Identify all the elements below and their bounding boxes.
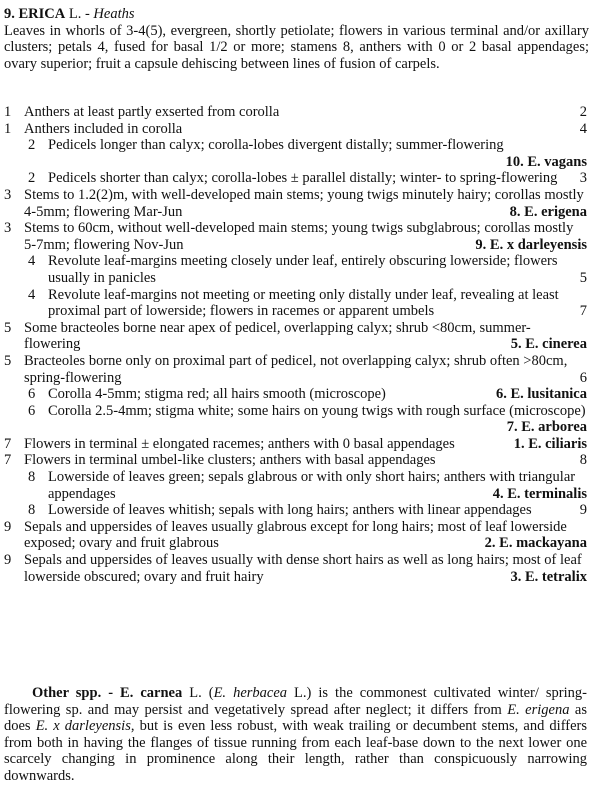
couplet-text <box>48 502 587 519</box>
couplet-text <box>48 386 587 403</box>
genus-header <box>4 6 589 72</box>
genus-name: ERICA <box>18 6 66 22</box>
couplet-number: 7 <box>4 435 12 452</box>
key-couplet <box>4 170 587 187</box>
couplet-description: Anthers included in corolla <box>24 120 183 137</box>
couplet-text <box>24 552 587 585</box>
other-species-label: Other spp. - <box>32 685 121 701</box>
couplet-number: 6 <box>28 402 36 419</box>
couplet-number: 2 <box>28 137 36 154</box>
other-species-note <box>4 685 587 785</box>
couplet-next-step: 2 <box>579 104 587 120</box>
couplet-number: 2 <box>28 170 36 187</box>
couplet-description: Flowers in terminal ± elongated racemes; anthers with 0 basal appendages <box>24 435 455 452</box>
other-text-2: L.) is the commonest cultivated winter/ spring-flowering sp. and may persist and vegetatively spread after neglect; it differs from <box>4 685 587 718</box>
couplet-description: Corolla 2.5-4mm; stigma white; some hairs on young twigs with rough surface (microscope) <box>48 402 586 419</box>
couplet-number: 3 <box>4 220 12 237</box>
couplet-taxon: 6. E. lusitanica <box>495 386 587 403</box>
genus-description: Leaves in whorls of 3-4(5), evergreen, shortly petiolate; flowers in various terminal and/or axillary clusters; petals 4, fused for basal 1/2 or more; stamens 8, anthers with 0 or 2 basal appendages; ovary superior; fruit a capsule dehiscing between lines of fusion of carpels. <box>4 22 589 72</box>
couplet-description: Pedicels shorter than calyx; corolla-lobes ± parallel distally; winter- to spring-flowering <box>48 170 558 187</box>
couplet-text <box>24 187 587 220</box>
couplet-number: 3 <box>4 186 12 203</box>
key-couplet <box>4 436 587 453</box>
key-couplet <box>4 469 587 502</box>
couplet-text <box>48 469 587 502</box>
couplet-text <box>24 104 587 121</box>
couplet-description: Sepals and uppersides of leaves usually with dense short hairs as well as long hairs; most of leaf lowerside obscured; ovary and fruit hairy <box>24 552 582 585</box>
couplet-next-step: 6 <box>579 369 587 386</box>
couplet-taxon: 4. E. terminalis <box>492 485 587 502</box>
key-couplet <box>4 519 587 552</box>
couplet-taxon: 2. E. mackayana <box>484 535 587 552</box>
key-couplet <box>4 287 587 320</box>
couplet-description: Corolla 4-5mm; stigma red; all hairs smooth (microscope) <box>48 386 386 403</box>
key-couplet <box>4 104 587 121</box>
couplet-text <box>24 121 587 138</box>
couplet-description: Flowers in terminal umbel-like clusters; anthers with basal appendages <box>24 452 436 469</box>
couplet-text <box>24 353 587 386</box>
couplet-description: Revolute leaf-margins not meeting or meeting only distally under leaf, revealing at least proximal part of lowerside; flowers in racemes or apparent umbels <box>48 286 559 320</box>
couplet-number: 1 <box>4 104 12 120</box>
couplet-text <box>24 519 587 552</box>
couplet-taxon: 7. E. arborea <box>506 419 587 436</box>
couplet-description: Sepals and uppersides of leaves usually glabrous except for long hairs; most of leaf lowerside exposed; ovary and fruit glabrous <box>24 518 567 552</box>
couplet-text <box>24 452 587 469</box>
couplet-text <box>48 287 587 320</box>
couplet-description: Lowerside of leaves whitish; sepals with long hairs; anthers with linear appendages <box>48 502 532 519</box>
couplet-description: Revolute leaf-margins meeting closely under leaf, entirely obscuring lowerside; flowers usually in panicles <box>48 253 558 286</box>
couplet-text <box>48 403 587 436</box>
couplet-text <box>48 253 587 286</box>
key-couplet <box>4 552 587 585</box>
other-text-1: L. ( <box>182 685 214 701</box>
couplet-number: 4 <box>28 286 36 303</box>
couplet-number: 6 <box>28 386 36 403</box>
couplet-text <box>24 220 587 253</box>
couplet-number: 9 <box>4 518 12 535</box>
genus-number: 9. <box>4 6 15 22</box>
couplet-text <box>24 436 587 453</box>
couplet-next-step: 4 <box>579 120 587 137</box>
couplet-text <box>48 170 587 187</box>
couplet-text <box>48 137 587 170</box>
couplet-description: Stems to 1.2(2)m, with well-developed main stems; young twigs minutely hairy; corollas mostly 4-5mm; flowering Mar-Jun <box>24 186 584 220</box>
genus-description-block <box>4 6 589 72</box>
other-ref-darleyensis: E. x darleyensis <box>35 718 131 735</box>
couplet-description: Some bracteoles borne near apex of pedicel, overlapping calyx; shrub <80cm, summer-flowering <box>24 319 531 353</box>
couplet-taxon: 5. E. cinerea <box>510 336 587 353</box>
key-couplet <box>4 386 587 403</box>
key-couplet <box>4 121 587 138</box>
other-text-4: , but is even less robust, with weak trailing or decumbent stems, and differs from both in having the flanges of tissue running from each leaf-base down to the next lower one scarcely changing in prominence along their length, rather than conspicuously narrowing downwards. <box>4 718 587 784</box>
key-couplet <box>4 320 587 353</box>
couplet-taxon: 3. E. tetralix <box>510 568 587 585</box>
key-couplet <box>4 137 587 170</box>
couplet-description: Pedicels longer than calyx; corolla-lobes divergent distally; summer-flowering <box>48 137 504 154</box>
identification-key <box>4 104 587 585</box>
couplet-description: Stems to 60cm, without well-developed main stems; young twigs subglabrous; corollas mostly 5-7mm; flowering Nov-Jun <box>24 220 574 253</box>
couplet-description: Bracteoles borne only on proximal part of pedicel, not overlapping calyx; shrub often >80cm, spring-flowering <box>24 352 568 386</box>
other-text-3: as does <box>4 701 587 735</box>
couplet-number: 5 <box>4 319 12 336</box>
couplet-taxon: 9. E. x darleyensis <box>475 236 587 253</box>
couplet-description: Lowerside of leaves green; sepals glabrous or with only short hairs; anthers with triangular appendages <box>48 469 576 502</box>
key-couplet <box>4 187 587 220</box>
couplet-number: 1 <box>4 120 12 137</box>
couplet-next-step: 7 <box>579 303 587 320</box>
key-couplet <box>4 403 587 436</box>
other-species-name: E. carnea <box>120 685 183 701</box>
other-synonym: E. herbacea <box>213 685 288 701</box>
couplet-number: 8 <box>28 502 36 519</box>
couplet-next-step: 8 <box>579 452 587 469</box>
key-couplet <box>4 353 587 386</box>
couplet-number: 5 <box>4 352 12 369</box>
couplet-number: 8 <box>28 469 36 486</box>
genus-common-name: Heaths <box>93 6 135 22</box>
couplet-taxon: 8. E. erigena <box>509 203 587 220</box>
key-couplet <box>4 220 587 253</box>
couplet-description: Anthers at least partly exserted from corolla <box>24 104 280 120</box>
couplet-next-step: 5 <box>579 269 587 286</box>
other-ref-erigena: E. erigena <box>507 701 570 718</box>
couplet-text <box>24 320 587 353</box>
genus-author: L. - <box>65 6 94 22</box>
couplet-next-step: 3 <box>579 170 587 187</box>
couplet-taxon: 1. E. ciliaris <box>513 435 587 452</box>
couplet-number: 9 <box>4 552 12 569</box>
key-couplet <box>4 502 587 519</box>
couplet-number: 7 <box>4 452 12 469</box>
key-couplet <box>4 452 587 469</box>
couplet-next-step: 9 <box>579 502 587 519</box>
couplet-taxon: 10. E. vagans <box>505 153 587 170</box>
couplet-number: 4 <box>28 253 36 270</box>
key-couplet <box>4 253 587 286</box>
